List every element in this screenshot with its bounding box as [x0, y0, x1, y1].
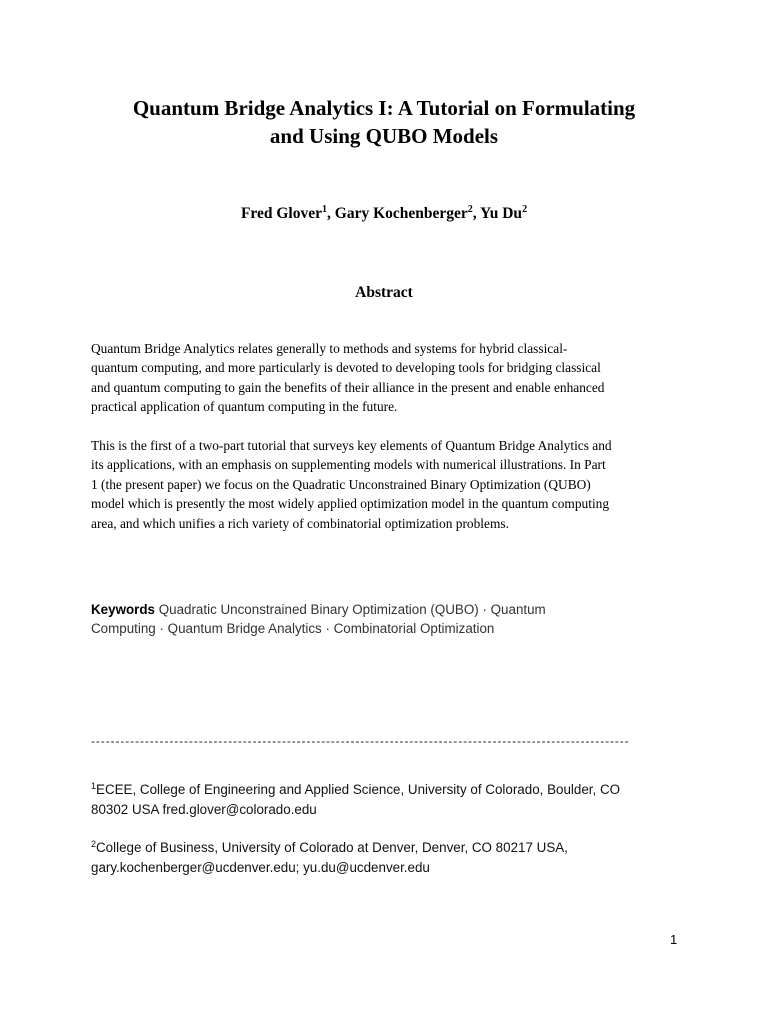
footnote-1: [91, 780, 691, 820]
footnote-line: [91, 838, 691, 858]
footnote-text: College of Business, University of Colorado at Denver, Denver, CO 80217 USA,: [96, 840, 568, 855]
footnote-line: gary.kochenberger@ucdenver.edu; yu.du@ucdenver.edu: [91, 860, 430, 875]
text-line: its applications, with an emphasis on supplementing models with numerical illustrations. In Part: [91, 457, 606, 473]
abstract-paragraph-1: [91, 339, 691, 417]
text-line: area, and which unifies a rich variety of combinatorial optimization problems.: [91, 515, 509, 531]
author-affiliation-mark: 2: [522, 204, 528, 215]
title-line-2: and Using QUBO Models: [269, 124, 499, 148]
footnote-mark: 2: [91, 839, 97, 849]
text-line: Quantum Bridge Analytics relates generally to methods and systems for hybrid classical-: [91, 341, 568, 356]
author-affiliation-mark: 1: [322, 204, 328, 215]
footnote-separator: --------------------------------------------------------------------------------------------------------------: [91, 734, 630, 748]
text-line: 1 (the present paper) we focus on the Quadratic Unconstrained Binary Optimization (QUBO): [91, 476, 591, 492]
title-line-1: Quantum Bridge Analytics I: A Tutorial on Formulating: [132, 96, 636, 120]
footnote-line: [91, 780, 691, 800]
page-number: 1: [670, 932, 678, 947]
author-name: Fred Glover: [240, 205, 323, 222]
keywords-line-1: [91, 600, 691, 619]
paper-title: [0, 94, 768, 150]
footnote-mark: 1: [91, 781, 97, 791]
author-affiliation-mark: 2: [467, 204, 473, 215]
keywords-label: Keywords: [91, 602, 155, 617]
footnote-text: ECEE, College of Engineering and Applied Science, University of Colorado, Boulder, CO: [96, 782, 621, 797]
author-list: Fred Glover$^1$, Gary Kochenberger$^2$, Yu Du$^2$: [240, 204, 528, 222]
text-line: practical application of quantum computing in the future.: [91, 399, 398, 415]
author-name: Yu Du: [479, 205, 523, 222]
abstract-heading: Abstract: [355, 284, 413, 301]
author-name: Gary Kochenberger: [334, 205, 468, 222]
text-line: model which is presently the most widely applied optimization model in the quantum computing: [91, 496, 610, 512]
footnote-line: 80302 USA fred.glover@colorado.edu: [91, 802, 317, 817]
keywords-text: Quadratic Unconstrained Binary Optimization (QUBO) · Quantum: [155, 602, 546, 617]
abstract-paragraph-2: [91, 436, 691, 533]
text-line: and quantum computing to gain the benefits of their alliance in the present and enable enhanced: [91, 379, 605, 395]
keywords-line-2: Computing · Quantum Bridge Analytics · Combinatorial Optimization: [91, 621, 495, 637]
keywords-block: [91, 600, 691, 639]
text-line: This is the first of a two-part tutorial that surveys key elements of Quantum Bridge Analytics and: [91, 438, 612, 453]
footnote-2: [91, 838, 691, 878]
text-line: quantum computing, and more particularly is devoted to developing tools for bridging classical: [91, 360, 601, 376]
